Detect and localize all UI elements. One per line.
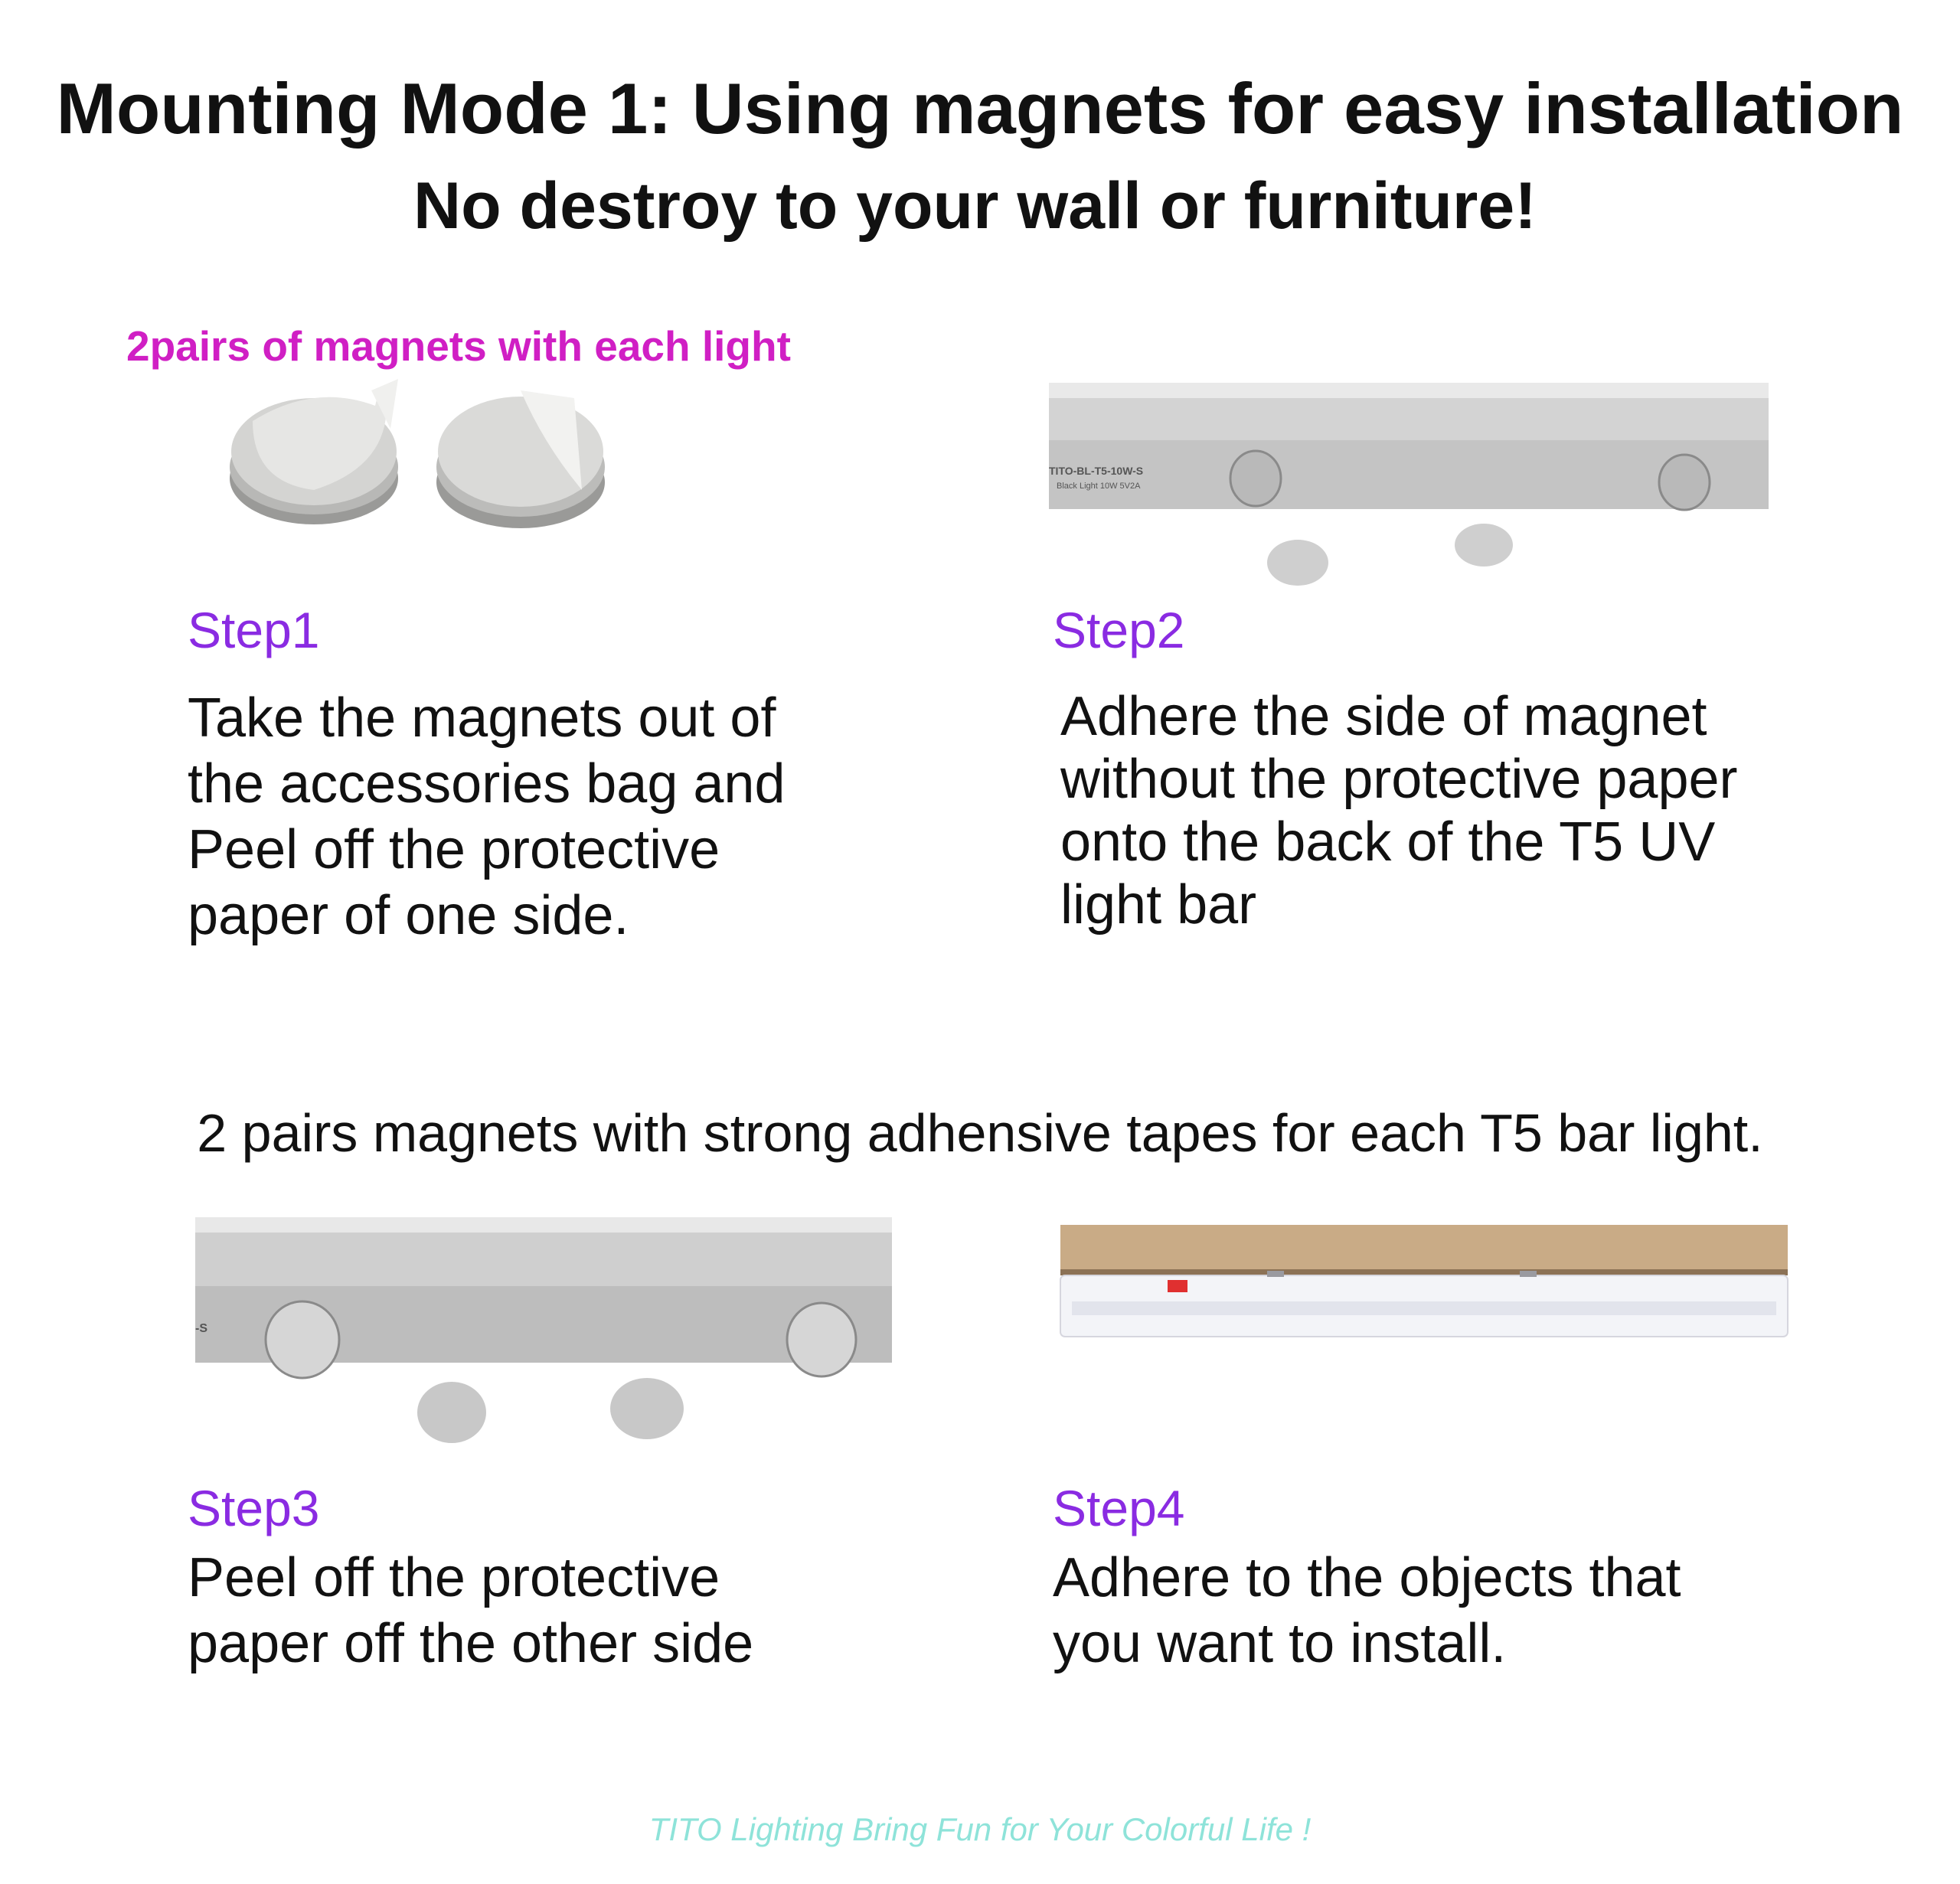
- magnet-note: 2pairs of magnets with each light: [126, 322, 791, 370]
- step2-line: light bar: [1060, 874, 1257, 935]
- magnet-on-bar-2: [1659, 455, 1710, 510]
- step3-line: Peel off the protective: [188, 1547, 720, 1608]
- bar-closeup-label: -S: [195, 1322, 207, 1335]
- step1-line: Peel off the protective: [188, 819, 720, 880]
- footer-slogan: TITO Lighting Bring Fun for Your Colorful Life !: [648, 1811, 1312, 1847]
- middle-caption: 2 pairs magnets with strong adhensive tapes for each T5 bar light.: [197, 1103, 1763, 1163]
- step2-line: onto the back of the T5 UV: [1060, 811, 1716, 873]
- peeled-disc-1: [417, 1382, 486, 1443]
- step4-line: Adhere to the objects that: [1053, 1547, 1681, 1608]
- step4-line: you want to install.: [1053, 1613, 1507, 1674]
- page-subtitle: [413, 168, 1960, 244]
- step3-line: paper off the other side: [188, 1613, 754, 1674]
- step1-text: [188, 685, 786, 949]
- bar-model-label: TITO-BL-T5-10W-S: [1049, 465, 1144, 477]
- subtitle-text: No destroy to your wall or furniture!: [413, 169, 1537, 243]
- step2-text: [1060, 685, 1738, 936]
- step2-line: without the protective paper: [1060, 749, 1738, 810]
- magnet-closeup-2: [787, 1303, 856, 1376]
- magnet-closeup-1: [266, 1301, 339, 1378]
- bar-closeup-image: [195, 1217, 900, 1447]
- step1-line: paper of one side.: [188, 885, 629, 946]
- power-switch: [1168, 1280, 1187, 1292]
- step1-line: the accessories bag and: [188, 753, 786, 815]
- loose-disc-2: [1455, 524, 1513, 567]
- step1-line: Take the magnets out of: [188, 687, 776, 749]
- step1-label: Step1: [188, 602, 320, 658]
- mounted-bar-image: [1060, 1225, 1795, 1347]
- magnets-image: [222, 375, 635, 544]
- light-bar-magnets-image: [1049, 383, 1776, 597]
- step4-label: Step4: [1053, 1480, 1185, 1536]
- loose-disc-1: [1267, 540, 1328, 586]
- magnet-on-bar-1: [1230, 451, 1281, 506]
- step3-label: Step3: [188, 1480, 320, 1536]
- step3-text: [188, 1545, 753, 1677]
- page-title: Mounting Mode 1: Using magnets for easy installation: [56, 68, 1904, 149]
- bar-spec-label: Black Light 10W 5V2A: [1057, 482, 1141, 491]
- magnet-disc-left: [230, 379, 398, 524]
- peeled-disc-2: [610, 1378, 684, 1439]
- step2-line: Adhere the side of magnet: [1060, 686, 1707, 747]
- step4-text: [1053, 1545, 1681, 1677]
- magnet-disc-right: [436, 390, 605, 528]
- step2-label: Step2: [1053, 602, 1185, 658]
